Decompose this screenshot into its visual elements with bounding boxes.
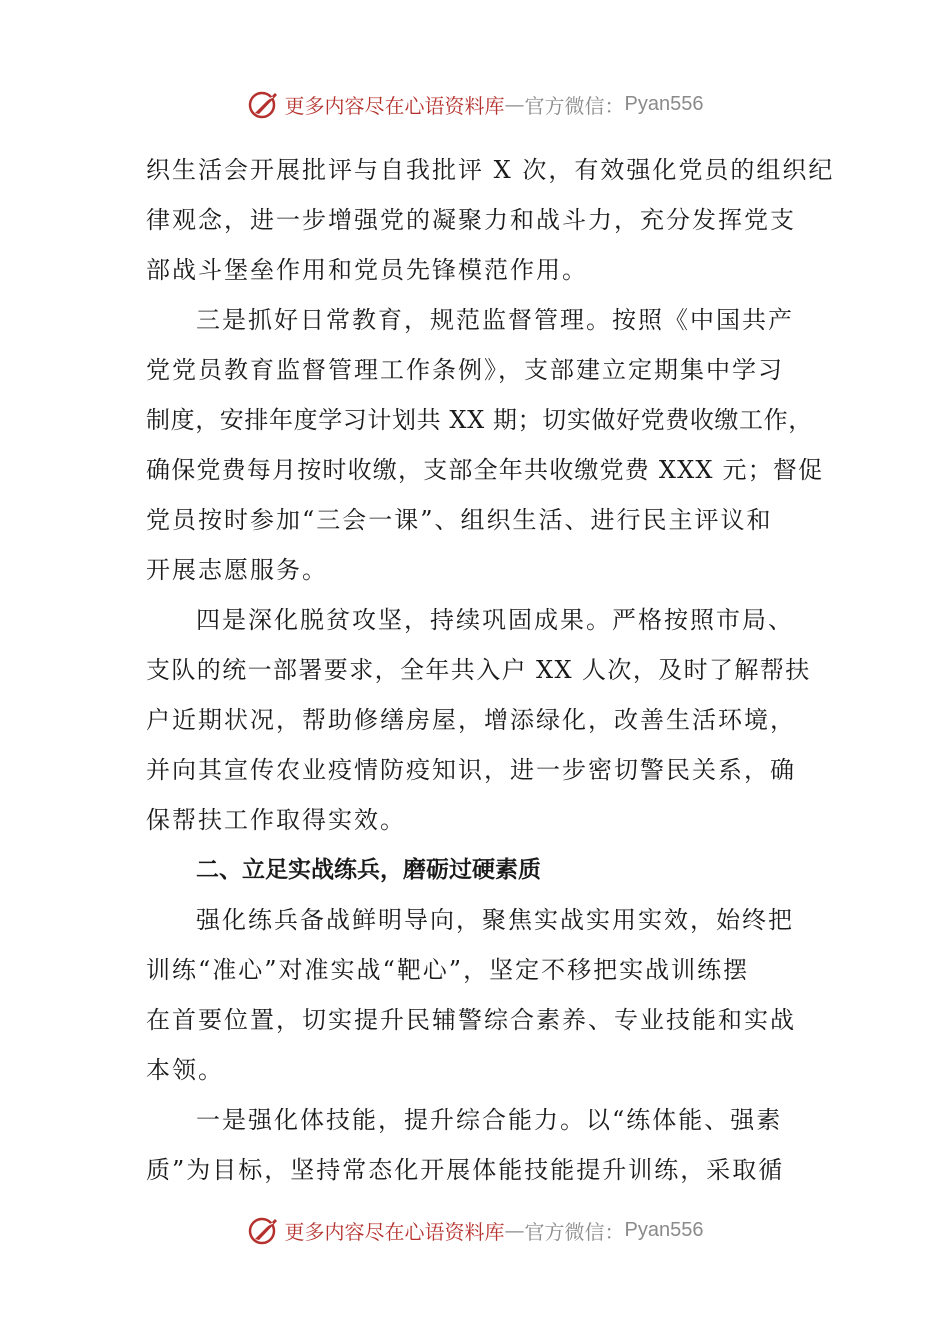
paragraph-start-line: 强化练兵备战鲜明导向，聚焦实战实用实效，始终把: [196, 906, 794, 934]
text-line: 律观念，进一步增强党的凝聚力和战斗力，充分发挥党支: [146, 206, 796, 234]
text-line: 质”为目标，坚持常态化开展体能技能提升训练，采取循: [146, 1156, 785, 1184]
text-line: 本领。: [146, 1056, 224, 1084]
text-line: 制度，安排年度学习计划共 XX 期；切实做好党费收缴工作，: [146, 406, 813, 434]
text-line: 部战斗堡垒作用和党员先锋模范作用。: [146, 256, 588, 284]
banner-site-name: 更多内容尽在心语资料库: [284, 1219, 505, 1244]
text-line: 确保党费每月按时收缴，支部全年共收缴党费 XXX 元；督促: [146, 456, 824, 484]
text-line: 织生活会开展批评与自我批评 X 次，有效强化党员的组织纪: [146, 156, 835, 184]
banner-wechat-label: 官方微信：: [524, 93, 625, 118]
banner-site-name: 更多内容尽在心语资料库: [284, 93, 505, 118]
text-line: 并向其宣传农业疫情防疫知识，进一步密切警民关系，确: [146, 756, 796, 784]
footer-watermark-banner: [0, 1210, 950, 1250]
text-line: 训练“准心”对准实战“靶心”，坚定不移把实战训练摆: [146, 956, 750, 984]
banner-wechat-label: 官方微信：: [524, 1219, 625, 1244]
text-line: 户近期状况，帮助修缮房屋，增添绿化，改善生活环境，: [146, 706, 796, 734]
banner-dash: —: [504, 1218, 525, 1242]
text-line: 党党员教育监督管理工作条例》，支部建立定期集中学习: [146, 356, 784, 384]
text-line: 开展志愿服务。: [146, 556, 328, 584]
banner-dash: —: [504, 92, 525, 116]
text-line: 在首要位置，切实提升民辅警综合素养、专业技能和实战: [146, 1006, 796, 1034]
document-body: [146, 145, 835, 1195]
banner-wechat-id: Pyan556: [624, 1218, 704, 1241]
paragraph-start-line: 一是强化体技能，提升综合能力。以“练体能、强素: [196, 1106, 783, 1134]
paragraph-start-line: 四是深化脱贫攻坚，持续巩固成果。严格按照市局、: [196, 606, 794, 634]
header-watermark-banner: [0, 84, 950, 124]
quill-logo-icon: [247, 1213, 281, 1247]
text-line: 保帮扶工作取得实效。: [146, 806, 406, 834]
banner-wechat-id: Pyan556: [624, 92, 704, 115]
text-line: 支队的统一部署要求，全年共入户 XX 人次，及时了解帮扶: [146, 656, 811, 684]
section-heading: 二、立足实战练兵，磨砺过硬素质: [196, 857, 541, 883]
paragraph-start-line: 三是抓好日常教育，规范监督管理。按照《中国共产: [196, 306, 794, 334]
quill-logo-icon: [247, 87, 281, 121]
text-line: 党员按时参加“三会一课”、组织生活、进行民主评议和: [146, 506, 773, 534]
